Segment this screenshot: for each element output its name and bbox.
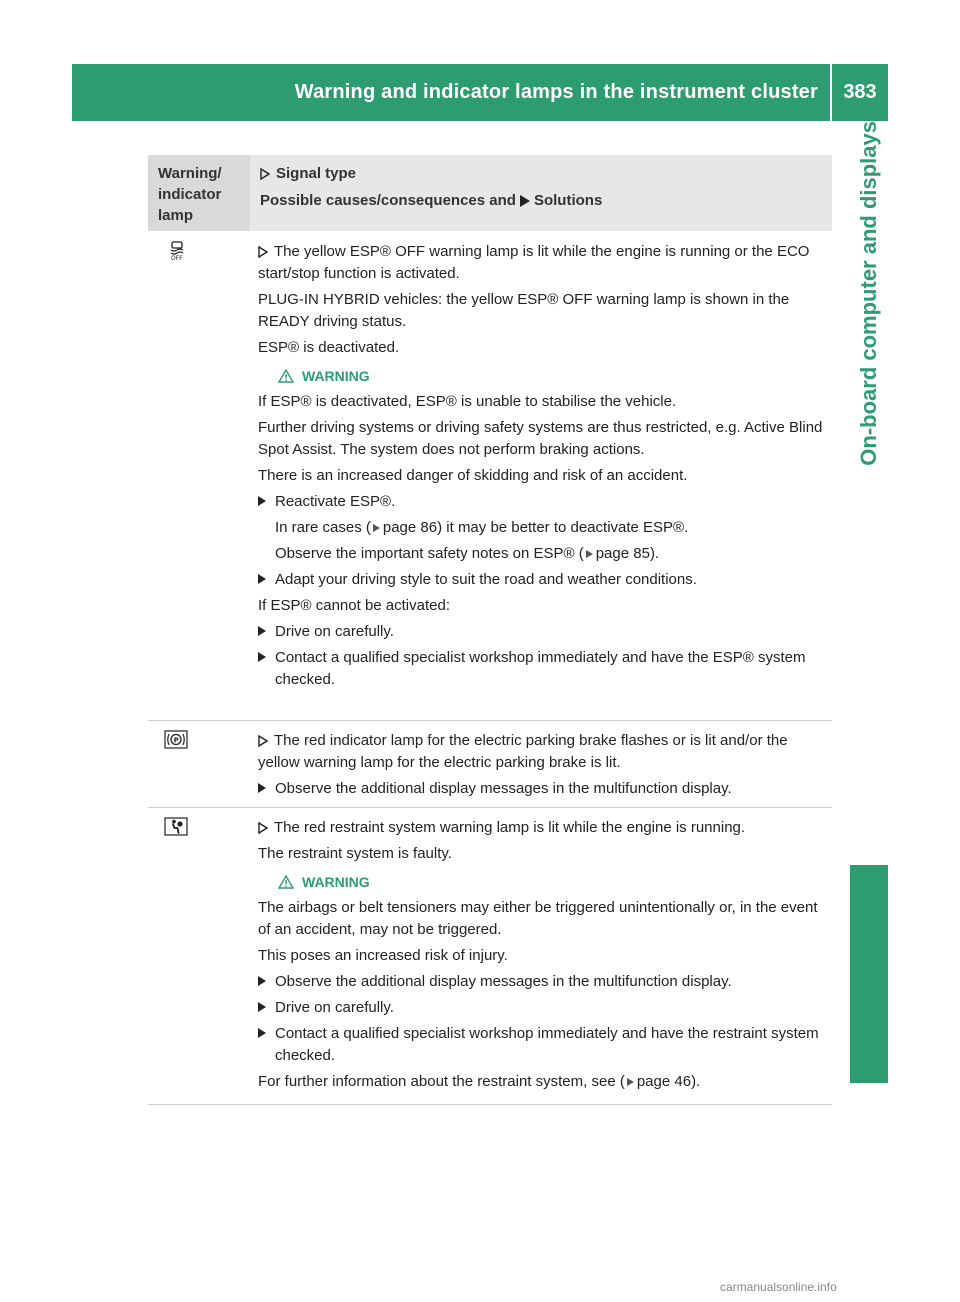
step-arrow-icon xyxy=(258,1028,266,1038)
chapter-tab xyxy=(850,121,888,571)
solution-step xyxy=(258,997,828,1019)
warning-label: WARNING xyxy=(302,368,370,384)
warning-heading xyxy=(278,871,828,893)
row-divider xyxy=(148,1104,832,1105)
condition-text: If ESP® cannot be activated: xyxy=(258,597,450,614)
header-col-lamp-line: Warning/ xyxy=(158,165,222,182)
solution-step xyxy=(258,647,828,691)
row-content xyxy=(258,817,828,1097)
row-divider xyxy=(148,807,832,808)
warning-triangle-icon xyxy=(278,369,294,383)
solution-step xyxy=(258,971,828,993)
step-text: ) it may be better to deactivate ESP®. xyxy=(437,519,689,536)
signal-line xyxy=(258,241,828,285)
info-text: ). xyxy=(691,1073,701,1090)
solution-substep xyxy=(258,543,828,565)
warning-text: Further driving systems or driving safety systems are thus restricted, e.g. Active Blind Spot Assist. The system does not perform braking actions. xyxy=(258,419,823,458)
page-number: 383 xyxy=(843,81,877,103)
page-reference-link[interactable]: page 46 xyxy=(636,1073,692,1090)
step-text: Contact a qualified specialist workshop immediately and have the restraint system checked. xyxy=(275,1025,819,1064)
step-arrow-icon xyxy=(258,1002,266,1012)
header-col-lamp xyxy=(148,155,250,231)
step-arrow-icon xyxy=(258,783,266,793)
chapter-marker xyxy=(850,865,888,1083)
solution-substep xyxy=(258,517,828,539)
step-text: Observe the additional display messages in the multifunction display. xyxy=(275,973,732,990)
step-arrow-icon xyxy=(258,574,266,584)
svg-text:P: P xyxy=(173,736,179,745)
step-text: Adapt your driving style to suit the road and weather conditions. xyxy=(275,571,697,588)
solution-step xyxy=(258,621,828,643)
solution-step xyxy=(258,491,828,513)
page-reference-link[interactable]: page 85 xyxy=(595,545,650,562)
signal-text: The yellow ESP® OFF warning lamp is lit while the engine is running or the ECO start/stop function is activated. xyxy=(258,243,810,282)
warning-label: WARNING xyxy=(302,874,370,890)
solution-step xyxy=(258,778,828,800)
step-text: Drive on carefully. xyxy=(275,999,394,1016)
signal-line xyxy=(258,817,828,839)
warning-heading xyxy=(278,365,828,387)
row-content xyxy=(258,730,828,804)
svg-text:OFF: OFF xyxy=(171,255,183,261)
signal-type-icon xyxy=(260,168,270,180)
chapter-tab-label: On-board computer and displays xyxy=(856,121,881,466)
step-text: Observe the important safety notes on ESP® ( xyxy=(275,545,584,562)
cause-text: PLUG-IN HYBRID vehicles: the yellow ESP® OFF warning lamp is shown in the READY driving status. xyxy=(258,291,790,330)
step-text: Contact a qualified specialist workshop immediately and have the ESP® system checked. xyxy=(275,649,806,688)
header-col-lamp-line: indicator xyxy=(158,186,222,203)
solution-step xyxy=(258,1023,828,1067)
header-col-signal xyxy=(250,155,832,231)
step-text: Observe the additional display messages in the multifunction display. xyxy=(275,780,732,797)
signal-type-label: Signal type xyxy=(276,165,357,182)
parking-brake-icon xyxy=(164,730,190,750)
table-header xyxy=(148,155,832,231)
step-text: Reactivate ESP®. xyxy=(275,493,396,510)
page-title: Warning and indicator lamps in the instrument cluster xyxy=(294,81,818,103)
page-header xyxy=(72,64,888,121)
restraint-system-icon xyxy=(164,817,190,837)
page-reference-link[interactable]: page 86 xyxy=(382,519,438,536)
watermark: carmanualsonline.info xyxy=(720,1280,837,1294)
step-arrow-icon xyxy=(258,652,266,662)
causes-label: Possible causes/consequences and xyxy=(260,192,516,209)
step-text: Drive on carefully. xyxy=(275,623,394,640)
signal-line xyxy=(258,730,828,774)
warning-text: If ESP® is deactivated, ESP® is unable to stabilise the vehicle. xyxy=(258,393,677,410)
header-col-lamp-line: lamp xyxy=(158,207,194,224)
warning-text: The airbags or belt tensioners may either be triggered unintentionally or, in the event of an accident, may not be triggered. xyxy=(258,899,818,938)
further-info-text xyxy=(258,1071,828,1093)
solutions-arrow-icon xyxy=(520,195,530,207)
consequence-text: ESP® is deactivated. xyxy=(258,339,400,356)
page-ref-arrow-icon xyxy=(627,1078,634,1086)
solution-step xyxy=(258,569,828,591)
step-arrow-icon xyxy=(258,626,266,636)
info-text: For further information about the restraint system, see ( xyxy=(258,1073,625,1090)
warning-text: This poses an increased risk of injury. xyxy=(258,947,508,964)
step-arrow-icon xyxy=(258,976,266,986)
signal-text: The red indicator lamp for the electric parking brake flashes or is lit and/or the yellow warning lamp for the electric parking brake is lit. xyxy=(258,732,788,771)
warning-triangle-icon xyxy=(278,875,294,889)
signal-type-icon xyxy=(258,822,268,834)
step-text: In rare cases ( xyxy=(275,519,371,536)
row-content xyxy=(258,241,828,695)
step-text: ). xyxy=(649,545,660,562)
signal-type-icon xyxy=(258,735,268,747)
page-ref-arrow-icon xyxy=(373,524,380,532)
cause-text: The restraint system is faulty. xyxy=(258,845,452,862)
signal-text: The red restraint system warning lamp is lit while the engine is running. xyxy=(274,819,746,836)
row-divider xyxy=(148,720,832,721)
esp-off-icon xyxy=(164,241,190,261)
warning-text: There is an increased danger of skidding and risk of an accident. xyxy=(258,467,688,484)
page-ref-arrow-icon xyxy=(586,550,593,558)
solutions-label: Solutions xyxy=(533,192,603,209)
signal-type-icon xyxy=(258,246,268,258)
step-arrow-icon xyxy=(258,496,266,506)
